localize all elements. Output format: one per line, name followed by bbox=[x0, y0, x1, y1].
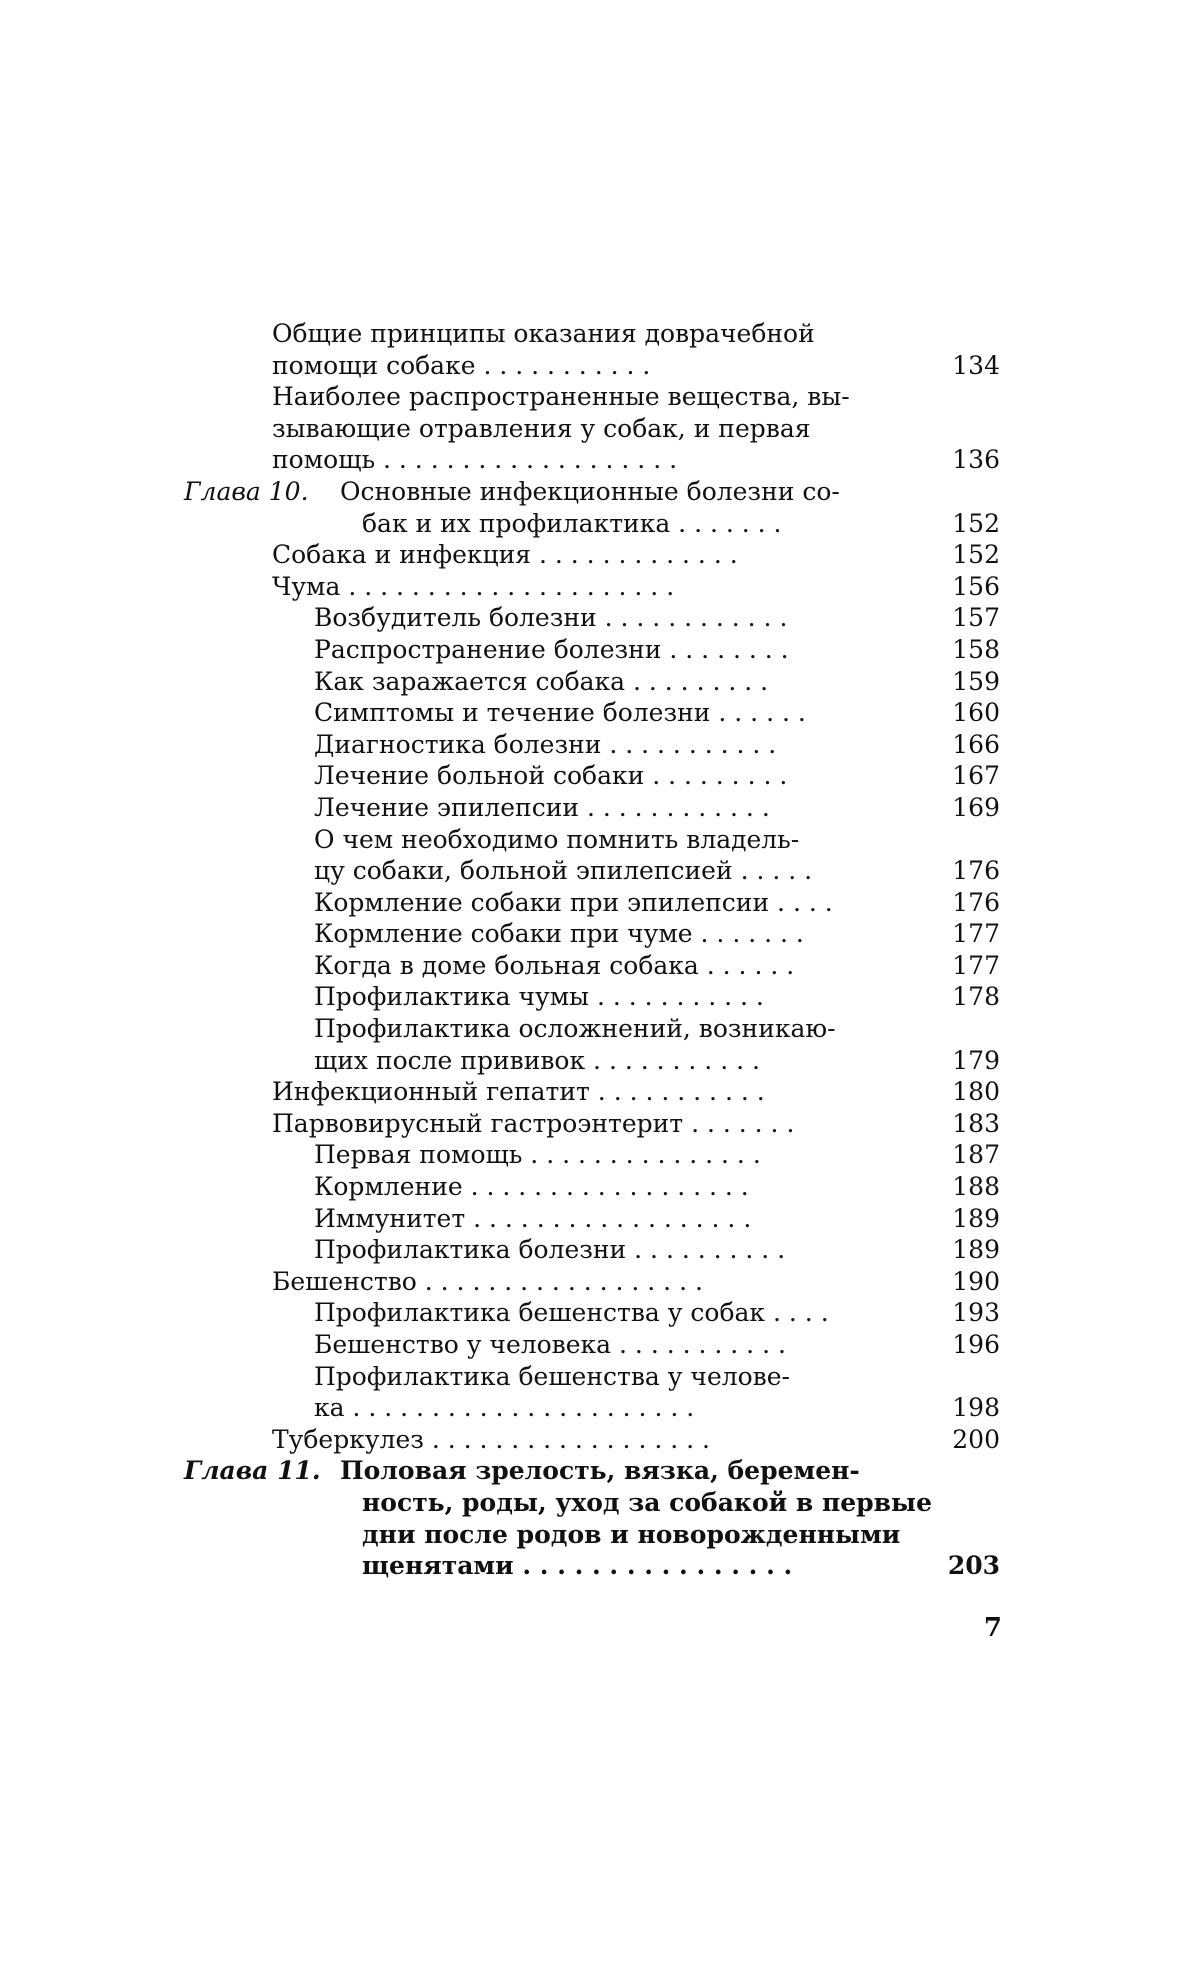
toc-entry-line bbox=[0, 1329, 1200, 1361]
toc-entry-line bbox=[0, 792, 1200, 824]
toc-entry bbox=[0, 1455, 1200, 1581]
toc-page-number: 187 bbox=[952, 1140, 1000, 1170]
toc-entry-line bbox=[0, 634, 1200, 666]
toc-entry bbox=[0, 887, 1200, 919]
toc-entry-text: Профилактика чумы . . . . . . . . . . . bbox=[314, 982, 764, 1012]
toc-entry-text: Половая зрелость, вязка, беремен- bbox=[340, 1456, 860, 1486]
toc-entry-text: цу собаки, больной эпилепсией . . . . . bbox=[314, 856, 813, 886]
toc-entry bbox=[0, 824, 1200, 887]
page-number: 7 bbox=[983, 1613, 1002, 1643]
toc-entry-text: ность, роды, уход за собакой в первые bbox=[362, 1487, 932, 1517]
toc-page-number: 176 bbox=[952, 856, 1000, 886]
chapter-label: Глава 10. bbox=[184, 476, 309, 506]
toc-entry-text: Бешенство у человека . . . . . . . . . . . bbox=[314, 1330, 786, 1359]
toc-page-number: 177 bbox=[952, 950, 1000, 980]
toc-page-number: 134 bbox=[952, 350, 1000, 380]
toc-entry-line bbox=[0, 1171, 1200, 1203]
toc-entry-line bbox=[0, 666, 1200, 698]
toc-entry-line bbox=[0, 855, 1200, 887]
toc-entry-text: Общие принципы оказания доврачебной bbox=[272, 319, 815, 348]
toc-page-number: 189 bbox=[952, 1235, 1000, 1265]
toc-entry-line bbox=[0, 887, 1200, 919]
toc-page-number: 166 bbox=[952, 729, 1000, 759]
toc-entry-line bbox=[0, 1139, 1200, 1171]
toc-page-number: 183 bbox=[952, 1108, 1000, 1138]
toc-entry-text: зывающие отравления у собак, и первая bbox=[272, 413, 811, 443]
toc-entry-text: Инфекционный гепатит . . . . . . . . . . . bbox=[272, 1077, 765, 1107]
toc-page-number: 193 bbox=[952, 1298, 1000, 1328]
toc-page-number: 159 bbox=[952, 666, 1000, 696]
toc-entry-line bbox=[0, 444, 1200, 476]
toc-page-number: 167 bbox=[952, 761, 1000, 791]
toc-entry bbox=[0, 697, 1200, 729]
toc-entry-line bbox=[0, 950, 1200, 982]
toc-page-number: 178 bbox=[952, 982, 1000, 1012]
toc-page-number: 152 bbox=[952, 540, 1000, 570]
toc-entry-text: Кормление собаки при чуме . . . . . . . bbox=[314, 919, 804, 949]
toc-page-number: 203 bbox=[947, 1551, 1000, 1581]
toc-entry-text: Парвовирусный гастроэнтерит . . . . . . . bbox=[272, 1108, 795, 1138]
toc-entry-line bbox=[0, 1392, 1200, 1424]
toc-entry-line bbox=[0, 760, 1200, 792]
toc-entry-line bbox=[0, 824, 1200, 856]
toc-entry-line bbox=[0, 1076, 1200, 1108]
toc-entry bbox=[0, 318, 1200, 381]
toc-page-number: 189 bbox=[952, 1203, 1000, 1233]
toc-entry-text: Профилактика болезни . . . . . . . . . . bbox=[314, 1235, 786, 1265]
toc-page-number: 180 bbox=[952, 1077, 1000, 1107]
toc-entry-text: щих после прививок . . . . . . . . . . . bbox=[314, 1045, 760, 1075]
toc-entry bbox=[0, 476, 1200, 539]
toc-page-number: 158 bbox=[952, 634, 1000, 664]
toc-entry-text: помощь . . . . . . . . . . . . . . . . . . . bbox=[272, 445, 678, 475]
toc-entry-text: Профилактика бешенства у собак . . . . bbox=[314, 1298, 829, 1328]
toc-entry-text: Бешенство . . . . . . . . . . . . . . . . . . bbox=[272, 1266, 703, 1296]
toc-entry bbox=[0, 1139, 1200, 1171]
toc-page-number: 179 bbox=[952, 1045, 1000, 1075]
toc-entry-text: Лечение эпилепсии . . . . . . . . . . . . bbox=[314, 792, 770, 822]
toc-entry bbox=[0, 792, 1200, 824]
toc-entry-text: Основные инфекционные болезни со- bbox=[340, 476, 840, 506]
toc-entry bbox=[0, 539, 1200, 571]
toc-entry bbox=[0, 381, 1200, 476]
chapter-label: Глава 11. bbox=[184, 1456, 321, 1486]
toc-page-number: 188 bbox=[952, 1172, 1000, 1202]
toc-entry-line bbox=[0, 318, 1200, 350]
toc-entry-text: Профилактика осложнений, возникаю- bbox=[314, 1014, 836, 1044]
toc-entry-line bbox=[0, 918, 1200, 950]
toc-entry-text: ка . . . . . . . . . . . . . . . . . . . . . . bbox=[314, 1393, 695, 1423]
toc-entry-line bbox=[0, 571, 1200, 603]
toc-entry-line bbox=[0, 697, 1200, 729]
toc-entry bbox=[0, 981, 1200, 1013]
toc-entry bbox=[0, 1329, 1200, 1361]
toc-entry bbox=[0, 918, 1200, 950]
toc-entry-line bbox=[0, 1487, 1200, 1519]
toc-page-number: 157 bbox=[952, 603, 1000, 633]
toc-entry-text: Кормление . . . . . . . . . . . . . . . . . . bbox=[314, 1172, 749, 1202]
toc-entry-line bbox=[0, 1266, 1200, 1298]
toc-entry-text: Первая помощь . . . . . . . . . . . . . . . bbox=[314, 1140, 761, 1170]
toc-page-number: 176 bbox=[952, 887, 1000, 917]
toc-entry bbox=[0, 1076, 1200, 1108]
toc-page-number: 169 bbox=[952, 792, 1000, 822]
toc-entry-line bbox=[0, 729, 1200, 761]
toc-entry-line bbox=[0, 350, 1200, 382]
toc-entry-text: щенятами . . . . . . . . . . . . . . . . bbox=[362, 1551, 793, 1581]
toc-entry-line bbox=[0, 1455, 1200, 1487]
toc-entry bbox=[0, 1424, 1200, 1456]
toc-entry-text: Распространение болезни . . . . . . . . bbox=[314, 634, 789, 664]
toc-entry bbox=[0, 1203, 1200, 1235]
toc-entry bbox=[0, 571, 1200, 603]
toc-entry-line bbox=[0, 413, 1200, 445]
toc-entry bbox=[0, 666, 1200, 698]
toc-page-number: 198 bbox=[952, 1393, 1000, 1423]
toc-entry bbox=[0, 1266, 1200, 1298]
toc-entry-text: Кормление собаки при эпилепсии . . . . bbox=[314, 887, 833, 917]
toc-entry-line bbox=[0, 602, 1200, 634]
toc-entry-text: Профилактика бешенства у челове- bbox=[314, 1361, 791, 1391]
toc-entry-line bbox=[0, 508, 1200, 540]
toc-entry-line bbox=[0, 1045, 1200, 1077]
toc-entry-text: Наиболее распространенные вещества, вы- bbox=[272, 382, 850, 412]
toc-entry-text: бак и их профилактика . . . . . . . bbox=[362, 508, 782, 538]
toc-page-number: 136 bbox=[952, 445, 1000, 475]
toc-entry-line bbox=[0, 1013, 1200, 1045]
toc-entry bbox=[0, 950, 1200, 982]
toc-entry-line bbox=[0, 381, 1200, 413]
toc-entry-line bbox=[0, 476, 1200, 508]
toc-entry bbox=[0, 729, 1200, 761]
toc-page-number: 177 bbox=[952, 919, 1000, 949]
toc-entry-line bbox=[0, 1203, 1200, 1235]
toc-entry-text: Как заражается собака . . . . . . . . . bbox=[314, 666, 769, 696]
toc-page-number: 190 bbox=[952, 1266, 1000, 1296]
table-of-contents bbox=[0, 318, 1200, 1582]
toc-page-number: 196 bbox=[952, 1330, 1000, 1359]
toc-entry-line bbox=[0, 1234, 1200, 1266]
toc-entry bbox=[0, 1108, 1200, 1140]
toc-entry-text: Туберкулез . . . . . . . . . . . . . . . . . . bbox=[272, 1424, 710, 1454]
toc-entry-text: О чем необходимо помнить владель- bbox=[314, 824, 800, 854]
toc-entry-line bbox=[0, 981, 1200, 1013]
toc-entry bbox=[0, 1361, 1200, 1424]
toc-page-number: 160 bbox=[952, 698, 1000, 728]
toc-entry bbox=[0, 602, 1200, 634]
toc-entry-line bbox=[0, 1519, 1200, 1551]
toc-entry bbox=[0, 1013, 1200, 1076]
toc-entry bbox=[0, 1234, 1200, 1266]
toc-page-number: 156 bbox=[952, 571, 1000, 601]
toc-entry bbox=[0, 1171, 1200, 1203]
toc-entry-text: Собака и инфекция . . . . . . . . . . . . . bbox=[272, 540, 738, 570]
toc-entry bbox=[0, 760, 1200, 792]
toc-entry-text: дни после родов и новорожденными bbox=[362, 1519, 901, 1549]
toc-entry bbox=[0, 1297, 1200, 1329]
toc-entry-line bbox=[0, 1108, 1200, 1140]
toc-entry-line bbox=[0, 1550, 1200, 1582]
toc-entry-text: Возбудитель болезни . . . . . . . . . . . . bbox=[314, 603, 788, 633]
toc-entry-line bbox=[0, 1424, 1200, 1456]
toc-entry-text: Иммунитет . . . . . . . . . . . . . . . . . . bbox=[314, 1203, 752, 1233]
toc-entry-text: помощи собаке . . . . . . . . . . . bbox=[272, 350, 651, 380]
toc-entry-line bbox=[0, 539, 1200, 571]
toc-entry-line bbox=[0, 1361, 1200, 1393]
toc-entry-text: Лечение больной собаки . . . . . . . . . bbox=[314, 761, 788, 791]
toc-entry-text: Симптомы и течение болезни . . . . . . bbox=[314, 698, 806, 728]
toc-entry-text: Диагностика болезни . . . . . . . . . . . bbox=[314, 729, 777, 759]
toc-entry-text: Когда в доме больная собака . . . . . . bbox=[314, 950, 795, 980]
toc-page-number: 152 bbox=[952, 508, 1000, 538]
toc-page-number: 200 bbox=[952, 1424, 1000, 1454]
toc-entry-text: Чума . . . . . . . . . . . . . . . . . . . . . bbox=[272, 571, 675, 601]
toc-entry bbox=[0, 634, 1200, 666]
toc-entry-line bbox=[0, 1297, 1200, 1329]
